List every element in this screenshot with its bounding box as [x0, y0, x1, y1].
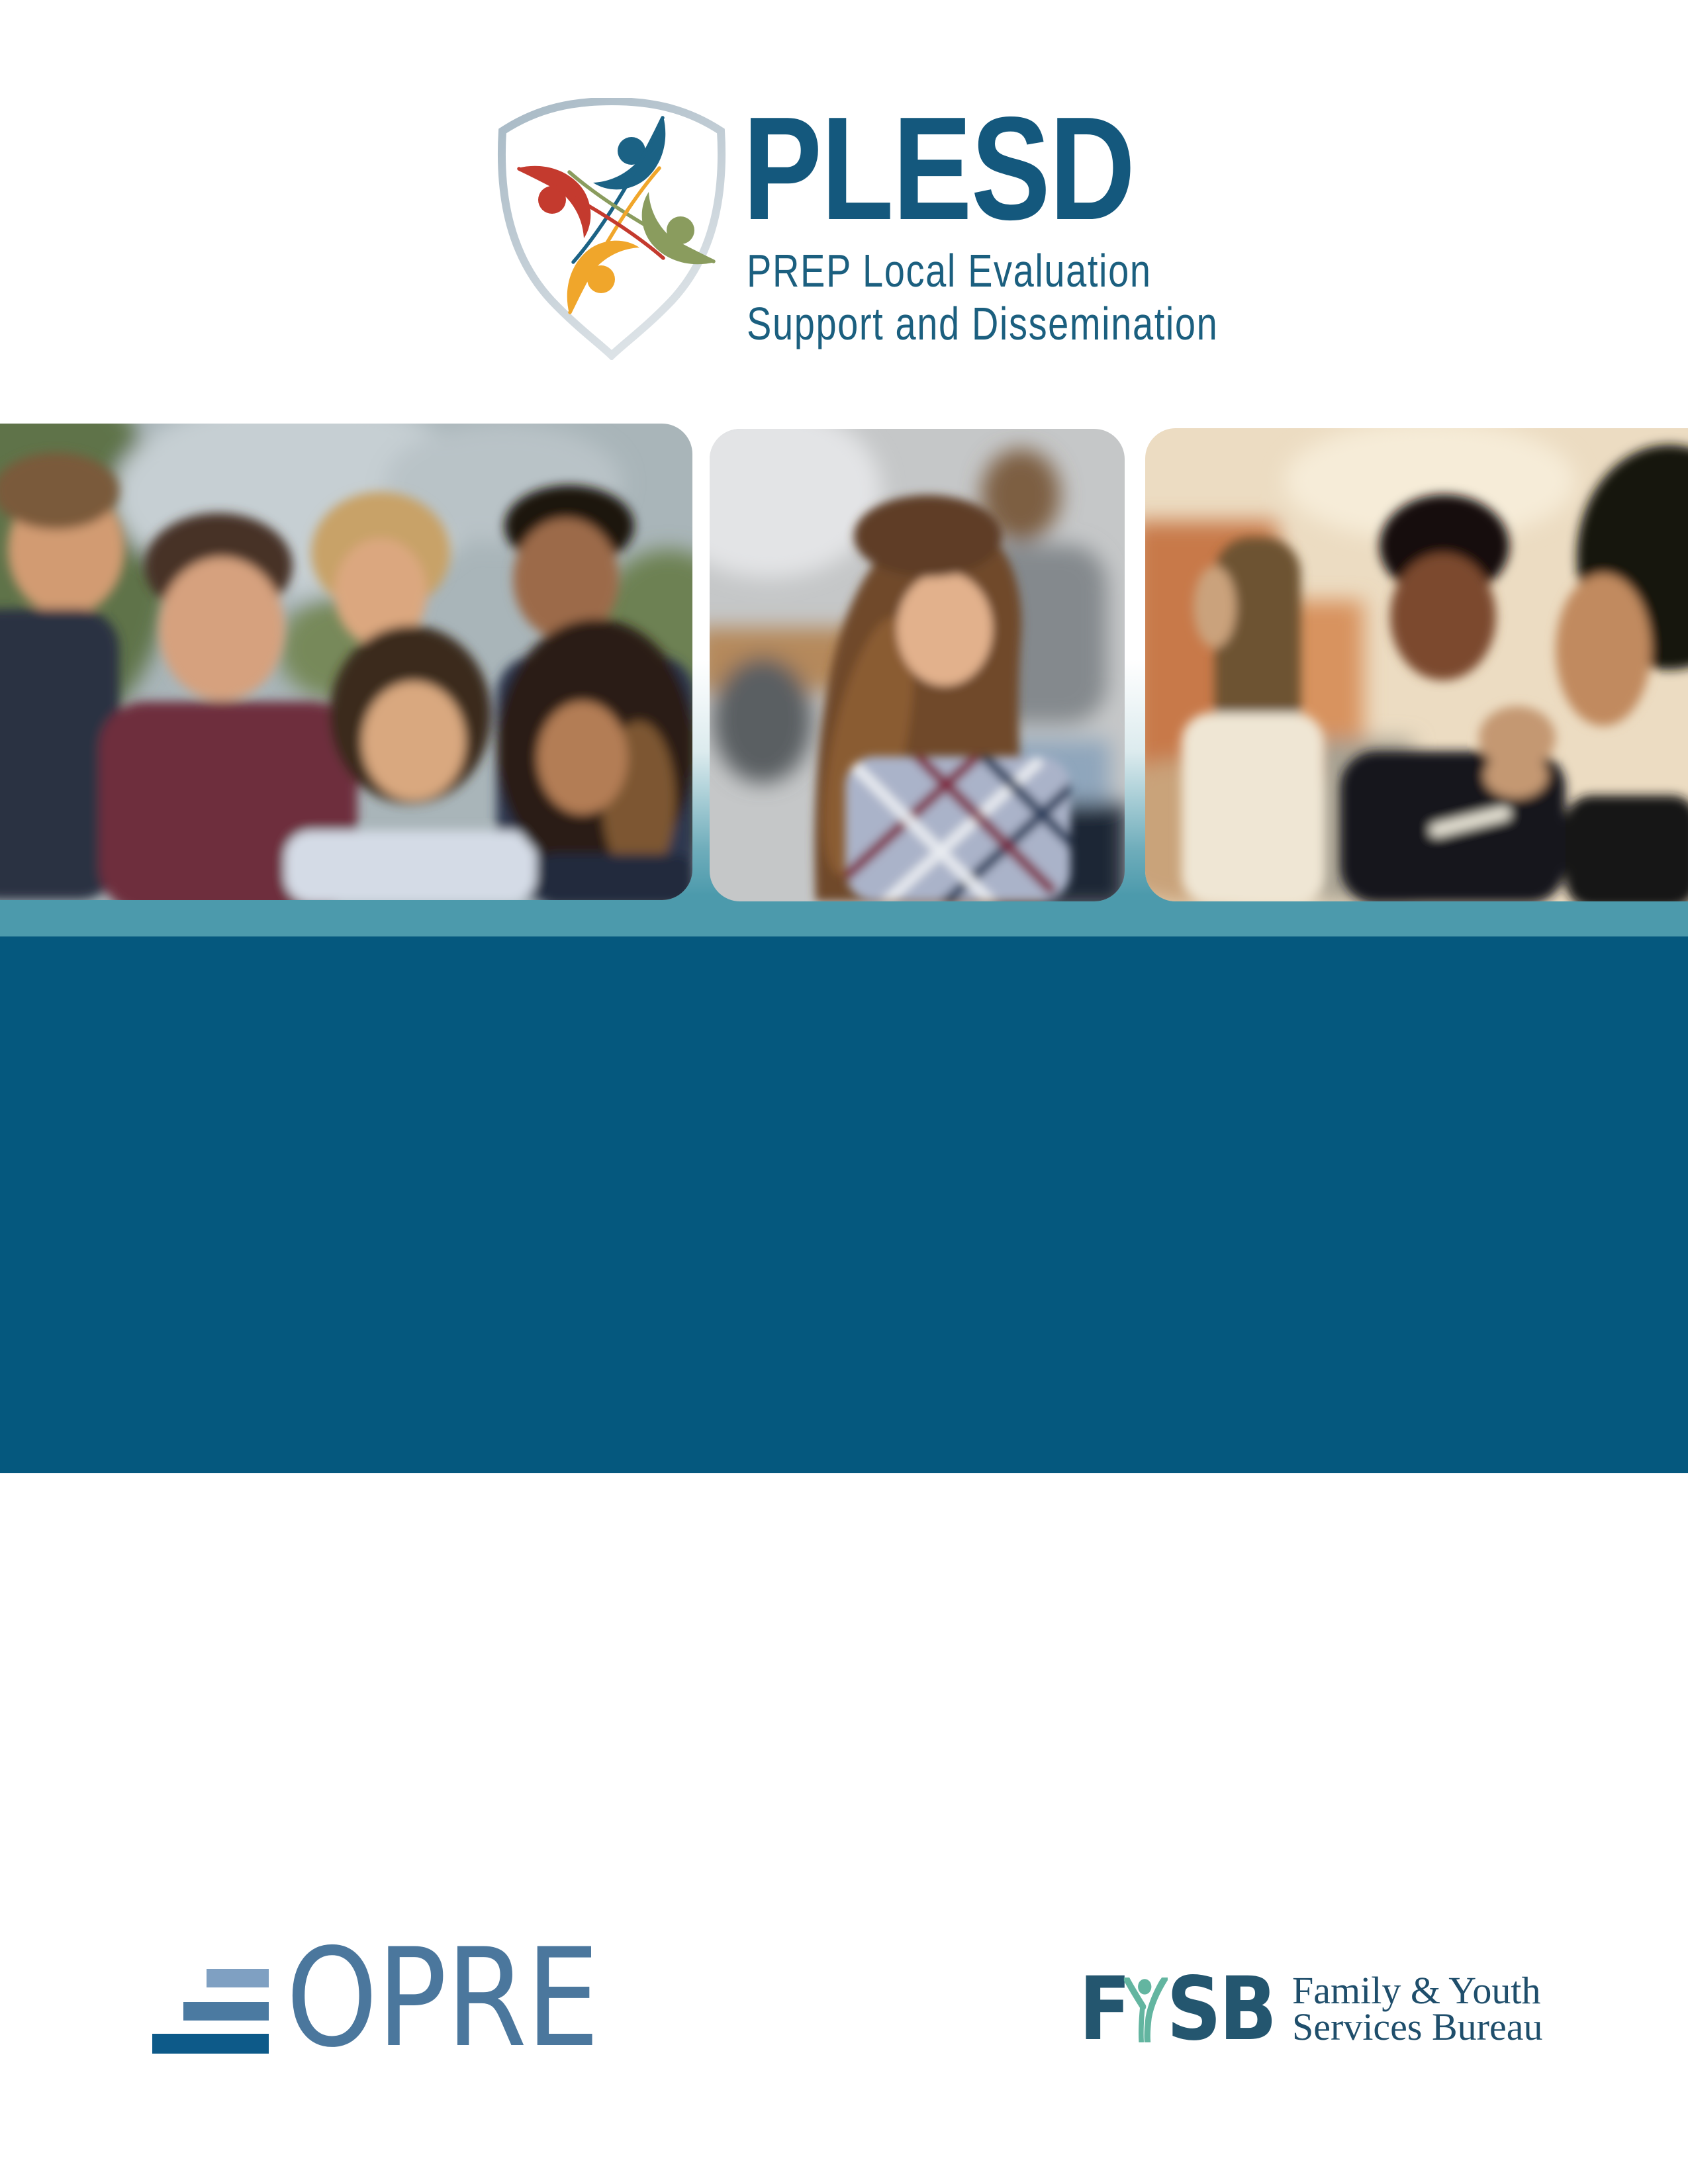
fysb-letter-f: F: [1079, 1958, 1129, 2061]
opre-wordmark: OPRE: [286, 1920, 599, 2077]
title-band: [0, 936, 1688, 1473]
photo-student-classroom: [710, 429, 1125, 901]
plesd-subtitle-line2: Support and Dissemination: [747, 298, 1219, 349]
fysb-letters-sb: SB: [1166, 1958, 1275, 2061]
fysb-person-y-icon: [1124, 1978, 1168, 2042]
opre-bars-icon: [152, 1969, 269, 2054]
photo-young-men-outdoors: [1145, 428, 1688, 901]
plesd-shield-logo: [495, 98, 728, 360]
fysb-org-line2: Services Bureau: [1292, 2005, 1543, 2048]
fysb-org-name: [1292, 1969, 1543, 2048]
fysb-org-line1: Family & Youth: [1292, 1969, 1541, 2012]
plesd-subtitle-line1: PREP Local Evaluation: [747, 245, 1152, 296]
plesd-wordmark: PLESD: [743, 87, 1135, 251]
fysb-logo: [1079, 1958, 1275, 2061]
photo-group-of-teens: [0, 424, 692, 900]
hero-photo-strip: [0, 424, 1688, 936]
